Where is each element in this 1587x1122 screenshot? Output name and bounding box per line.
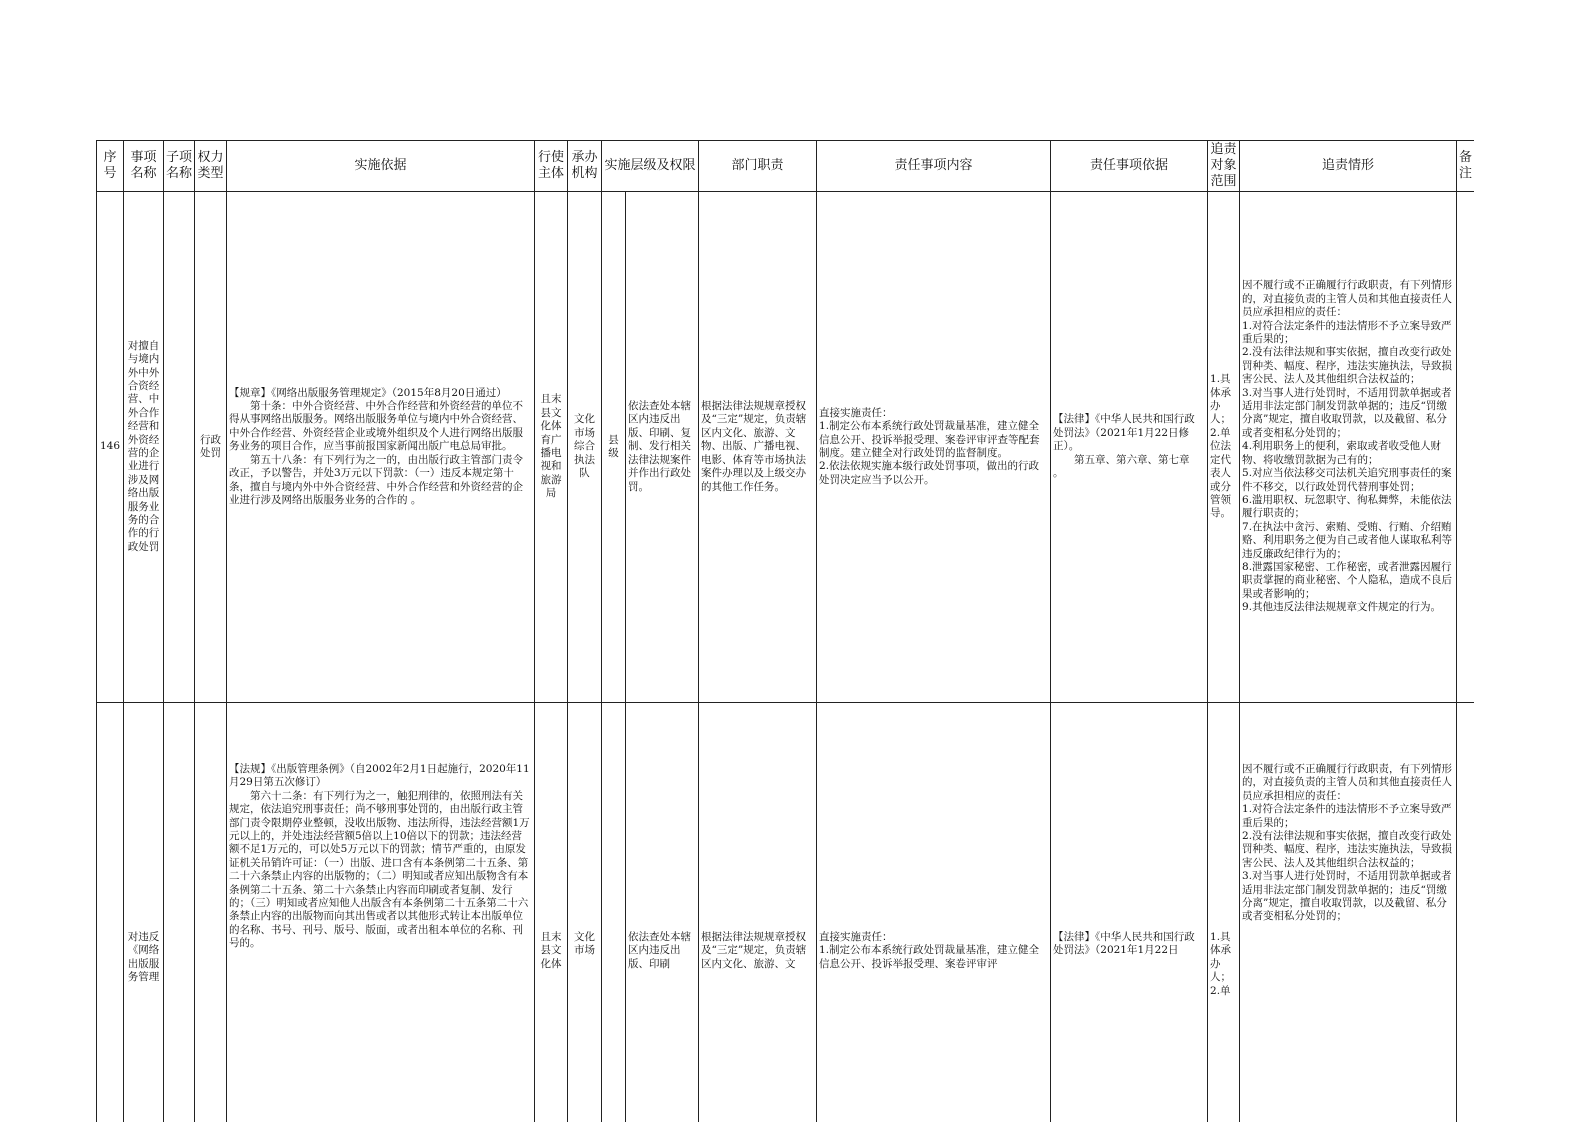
basis-article: 第五十八条：有下列行为之一的，由出版行政主管部门责令改正，予以警告，并处3万元以下罚款：（一）违反本规定第十条，擅自与境内外中外合资经营、中外合作经营和外资经营的企业进行涉及网络出版服务业务的合作的 。 <box>229 453 523 506</box>
header-remark: 备注 <box>1457 141 1474 192</box>
subject: 且末县文化体 <box>535 703 568 1122</box>
legal-basis <box>227 703 535 1122</box>
header-basis: 实施依据 <box>227 141 535 192</box>
header-agency: 承办机构 <box>568 141 602 192</box>
basis-article: 第十条：中外合资经营、中外合作经营和外资经营的单位不得从事网络出版服务。网络出版服务单位与境内中外合资经营、中外合作经营、外资经营企业或境外组织及个人进行网络出版服务业务的项目合作，应当事前报国家新闻出版广电总局审批。 <box>229 400 523 453</box>
agency: 文化市场 <box>568 703 602 1122</box>
row-no: 146 <box>97 192 124 703</box>
responsibility-content: 直接实施责任： 1.制定公布本系统行政处罚裁量基准，建立健全信息公开、投诉举报受理、案卷评审评 <box>817 703 1051 1122</box>
department-duty: 根据法律法规规章授权及“三定”规定，负责辖区内文化、旅游、文 <box>699 703 817 1122</box>
header-content: 责任事项内容 <box>817 141 1051 192</box>
table-row <box>97 703 1475 1122</box>
header-scope: 追责对象范围 <box>1208 141 1240 192</box>
remark <box>1457 703 1474 1122</box>
sub-name <box>164 703 195 1122</box>
authority: 依法查处本辖区内违反出版、印刷 <box>626 703 699 1122</box>
basis-article: 第六十二条：有下列行为之一，触犯刑律的，依照刑法有关规定，依法追究刑事责任；尚不够刑事处罚的，由出版行政主管部门责令限期停业整顿，没收出版物、违法所得，违法经营额1万元以上的，并处违法经营额5倍以上10倍以下的罚款；违法经营额不足1万元的，可以处5万元以下的罚款；情节严重的，由原发证机关吊销许可证：（一）出版、进口含有本条例第二十五条、第二十六条禁止内容的出版物的；（二）明知或者应知出版物含有本条例第二十五条、第二十六条禁止内容而印刷或者复制、发行的；（三）明知或者应知他人出版含有本条例第二十五条第二十六条禁止内容的出版物而向其出售或者以其他形式转让本出版单位的名称、书号、刊号、版号、版面，或者出租本单位的名称、刊号的。 <box>229 789 530 950</box>
accountability-scope: 1.具体承办人；2.单 <box>1208 703 1240 1122</box>
responsibility-table <box>96 140 1474 1122</box>
header-sub-name: 子项名称 <box>164 141 195 192</box>
level: 县级 <box>602 192 626 703</box>
accountability-situations: 因不履行或不正确履行行政职责，有下列情形的，对直接负责的主管人员和其他直接责任人员应承担相应的责任： 1.对符合法定条件的违法情形不予立案导致严重后果的； 2.没有法律法规和事实依据，擅自改变行政处罚种类、幅度、程序，违法实施执法，导致损害公民、法人及其他组织合法权益的； 3.对当事人进行处罚时，不适用罚款单据或者适用非法定部门制发罚款单据的；违反“罚缴分离”规定，擅自收取罚款，以及截留、私分或者变相私分处罚的； <box>1240 703 1457 1122</box>
table-row <box>97 192 1475 703</box>
header-subject: 行使主体 <box>535 141 568 192</box>
department-duty: 根据法律法规规章授权及“三定”规定，负责辖区内文化、旅游、文物、出版、广播电视、电影、体育等市场执法案件办理以及上级交办的其他工作任务。 <box>699 192 817 703</box>
remark <box>1457 192 1474 703</box>
header-no: 序号 <box>97 141 124 192</box>
accountability-situations: 因不履行或不正确履行行政职责，有下列情形的，对直接负责的主管人员和其他直接责任人员应承担相应的责任： 1.对符合法定条件的违法情形不予立案导致严重后果的； 2.没有法律法规和事实依据，擅自改变行政处罚种类、幅度、程序，违法实施执法，导致损害公民、法人及其他组织合法权益的； 3.对当事人进行处罚时，不适用罚款单据或者适用非法定部门制发罚款单据的；违反“罚缴分离”规定，擅自收取罚款，以及截留、私分或者变相私分处罚的； 4.利用职务上的便利，索取或者收受他人财物、将收缴罚款据为己有的； 5.对应当依法移交司法机关追究刑事责任的案件不移交，以行政处罚代替刑事处罚； 6.滥用职权、玩忽职守、徇私舞弊，未能依法履行职责的； 7.在执法中贪污、索贿、受贿、行贿、介绍贿赂、利用职务之便为自己或者他人谋取私利等违反廉政纪律行为的； 8.泄露国家秘密、工作秘密，或者泄露因履行职责掌握的商业秘密、个人隐私，造成不良后果或者影响的； 9.其他违反法律法规规章文件规定的行为。 <box>1240 192 1457 703</box>
header-row <box>97 141 1475 192</box>
accountability-scope: 1.具体承办人； 2.单位法定代表人或分管领导。 <box>1208 192 1240 703</box>
header-item-name: 事项名称 <box>124 141 164 192</box>
responsibility-content: 直接实施责任： 1.制定公布本系统行政处罚裁量基准，建立健全信息公开、投诉举报受理、案卷评审评查等配套制度。建立健全对行政处罚的监督制度。 2.依法依规实施本级行政处罚事项，做出的行政处罚决定应当予以公开。 <box>817 192 1051 703</box>
header-duty: 部门职责 <box>699 141 817 192</box>
header-level-authority: 实施层级及权限 <box>602 141 699 192</box>
power-type <box>195 703 227 1122</box>
item-name: 对擅自与境内外中外合资经营、中外合作经营和外资经营的企业进行涉及网络出版服务业务的合作的行政处罚 <box>124 192 164 703</box>
sub-name <box>164 192 195 703</box>
responsibility-table-sheet <box>96 140 1474 1122</box>
subject: 且末县文化体育广播电视和旅游局 <box>535 192 568 703</box>
basis-title: 【规章】《网络出版服务管理规定》（2015年8月20日通过） <box>229 386 507 399</box>
authority: 依法查处本辖区内违反出版、印刷、复制、发行相关法律法规案件并作出行政处罚。 <box>626 192 699 703</box>
responsibility-basis: 【法律】《中华人民共和国行政处罚法》（2021年1月22日修正）。 第五章、第六章、第七章 。 <box>1051 192 1208 703</box>
legal-basis <box>227 192 535 703</box>
header-power-type: 权力类型 <box>195 141 227 192</box>
responsibility-basis: 【法律】《中华人民共和国行政处罚法》（2021年1月22日 <box>1051 703 1208 1122</box>
item-name: 对违反《网络出版服务管理 <box>124 703 164 1122</box>
header-resp-basis: 责任事项依据 <box>1051 141 1208 192</box>
level <box>602 703 626 1122</box>
power-type: 行政处罚 <box>195 192 227 703</box>
basis-title: 【法规】《出版管理条例》（自2002年2月1日起施行，2020年11月29日第五次修订） <box>229 763 530 789</box>
row-no <box>97 703 124 1122</box>
agency: 文化市场综合执法队 <box>568 192 602 703</box>
header-situations: 追责情形 <box>1240 141 1457 192</box>
